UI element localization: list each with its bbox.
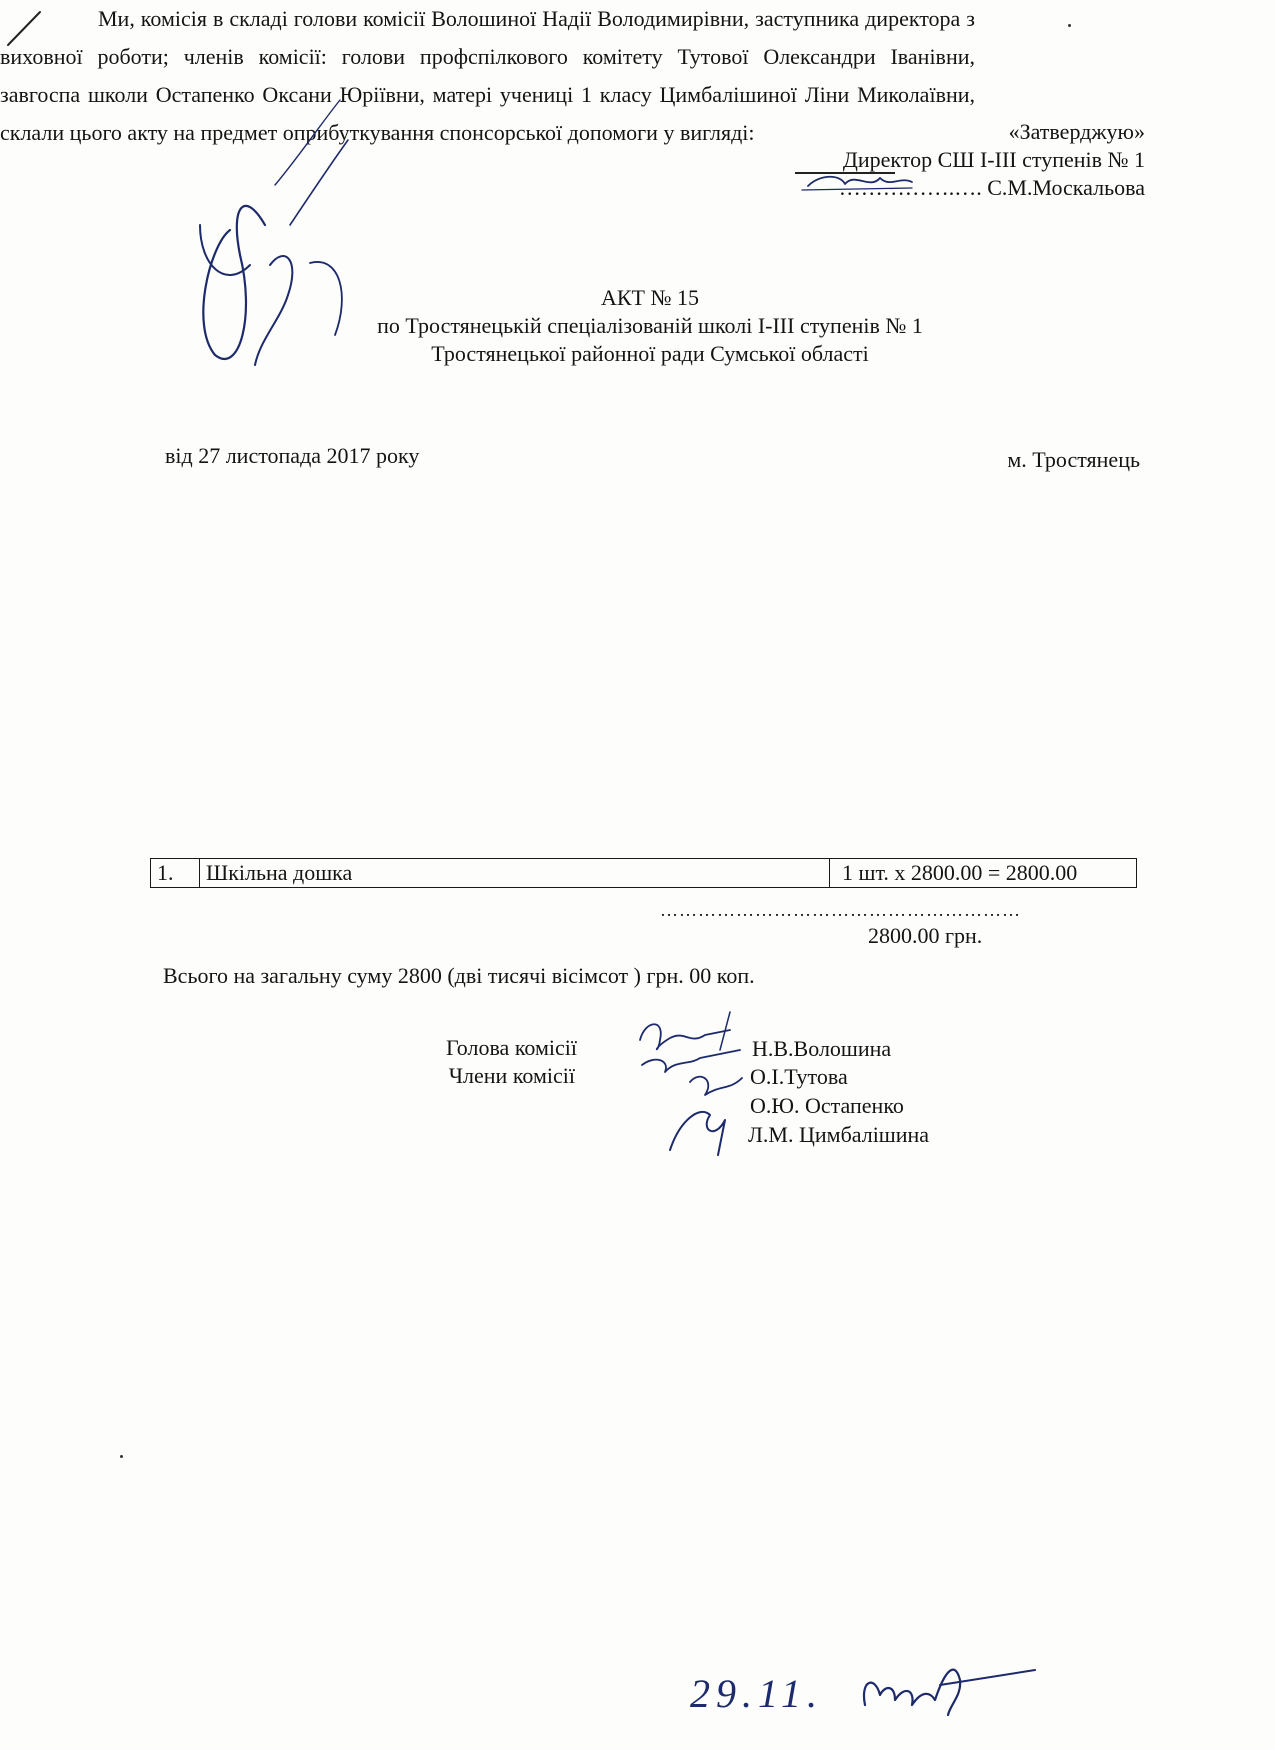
items-table bbox=[150, 858, 1137, 888]
pen-mark bbox=[0, 0, 60, 60]
handwritten-date: 29.11. bbox=[690, 1671, 824, 1716]
dotted-line: ………………………………………………… bbox=[660, 900, 1021, 920]
signer-name-3: О.Ю. Остапенко bbox=[750, 1093, 904, 1118]
title-school: по Тростянецькій спеціалізованій школі І-ІІІ ступенів № 1 bbox=[377, 313, 923, 338]
chair-label: Голова комісії bbox=[445, 1035, 577, 1060]
body-paragraph: Ми, комісія в складі голови комісії Волошиної Надії Володимирівни, заступника директора з виховної роботи; членів комісії: голови профспілкового комітету Тутової Олександри Іванівни, завгоспа школи Остапенко Оксани Юріївни, матері учениці 1 класу Цимбалішиної Ліни Миколаївни, склали цього акту на предмет оприбуткування спонсорської допомоги у вигляді: bbox=[0, 6, 975, 145]
table-row bbox=[151, 859, 1137, 888]
total-sum: Всього на загальну суму 2800 (дві тисячі вісімсот ) грн. 00 коп. bbox=[163, 963, 755, 988]
commission-signatures bbox=[630, 1010, 760, 1160]
subtotal: 2800.00 грн. bbox=[868, 923, 983, 948]
speck-dot bbox=[120, 1455, 123, 1458]
act-number: АКТ № 15 bbox=[601, 285, 699, 310]
signer-name-1: Н.В.Волошина bbox=[752, 1036, 892, 1061]
document-title bbox=[300, 284, 1000, 368]
title-council: Тростянецької районної ради Сумської області bbox=[431, 341, 869, 366]
approval-position: Директор СШ І-ІІІ ступенів № 1 bbox=[842, 147, 1145, 172]
approval-heading: «Затверджую» bbox=[1008, 119, 1145, 144]
approval-block bbox=[725, 118, 1145, 202]
document-date: від 27 листопада 2017 року bbox=[165, 443, 420, 468]
approval-underline bbox=[795, 172, 895, 174]
item-amount: 1 шт. х 2800.00 = 2800.00 bbox=[830, 859, 1137, 888]
item-name: Шкільна дошка bbox=[200, 859, 830, 888]
footer-signature bbox=[850, 1650, 1040, 1720]
signer-name-4: Л.М. Цимбалішина bbox=[748, 1122, 930, 1147]
approval-signature-line: …………….…. С.М.Москальова bbox=[838, 175, 1145, 200]
speck-dot bbox=[1068, 24, 1071, 27]
signer-name-2: О.І.Тутова bbox=[750, 1064, 848, 1089]
members-label: Члени комісії bbox=[448, 1063, 575, 1088]
item-number: 1. bbox=[151, 859, 200, 888]
document-city: м. Тростянець bbox=[1007, 447, 1140, 472]
